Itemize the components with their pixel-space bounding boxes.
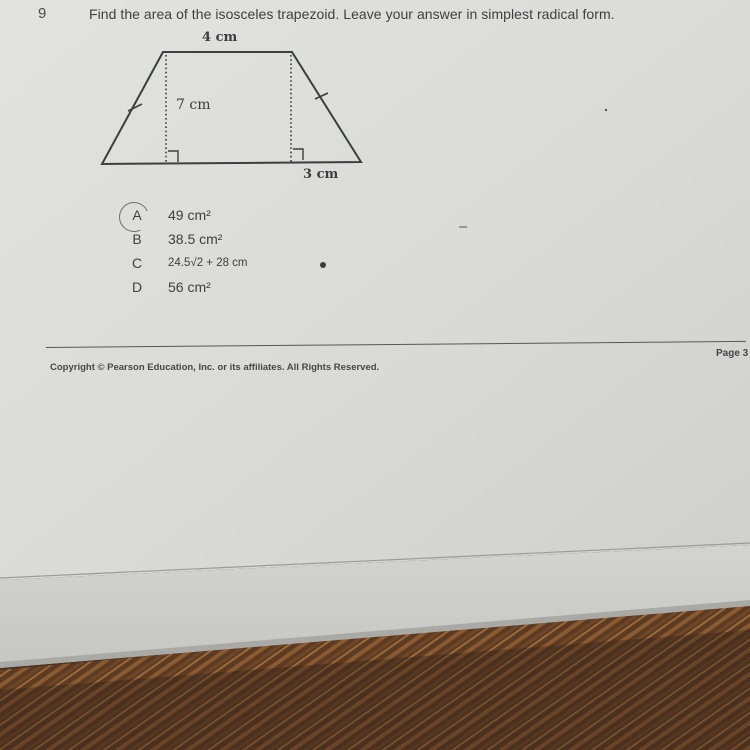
choice-value: 49 cm² bbox=[168, 207, 211, 223]
copyright-text: Copyright © Pearson Education, Inc. or its affiliates. All Rights Reserved. bbox=[50, 362, 380, 373]
page-number: Page 3 bbox=[716, 348, 749, 359]
choice-value: 24.5√2 + 28 cm bbox=[168, 257, 248, 269]
right-angle-mark-left bbox=[168, 151, 178, 162]
top-base-label: 4 cm bbox=[202, 30, 238, 45]
question-number: 9 bbox=[38, 5, 47, 22]
choice-letter: B bbox=[132, 231, 142, 247]
choice-value: 56 cm² bbox=[168, 279, 211, 295]
bottom-segment-label: 3 cm bbox=[303, 167, 339, 182]
choice-c[interactable] bbox=[124, 253, 384, 277]
trapezoid-diagram bbox=[90, 25, 380, 190]
trapezoid-shape bbox=[102, 52, 361, 164]
choice-letter: A bbox=[132, 207, 142, 223]
choice-a[interactable] bbox=[124, 205, 384, 229]
choice-b[interactable] bbox=[124, 229, 384, 253]
height-label: 7 cm bbox=[176, 97, 211, 113]
choice-d[interactable] bbox=[124, 277, 384, 301]
choice-letter: D bbox=[131, 279, 143, 295]
choice-value: 38.5 cm² bbox=[168, 231, 223, 247]
trapezoid-figure bbox=[90, 25, 380, 190]
right-angle-mark-right bbox=[293, 149, 303, 160]
question-text: Find the area of the isosceles trapezoid. Leave your answer in simplest radical form. bbox=[89, 6, 615, 22]
answer-choices bbox=[124, 205, 384, 301]
choice-letter: C bbox=[131, 255, 143, 271]
